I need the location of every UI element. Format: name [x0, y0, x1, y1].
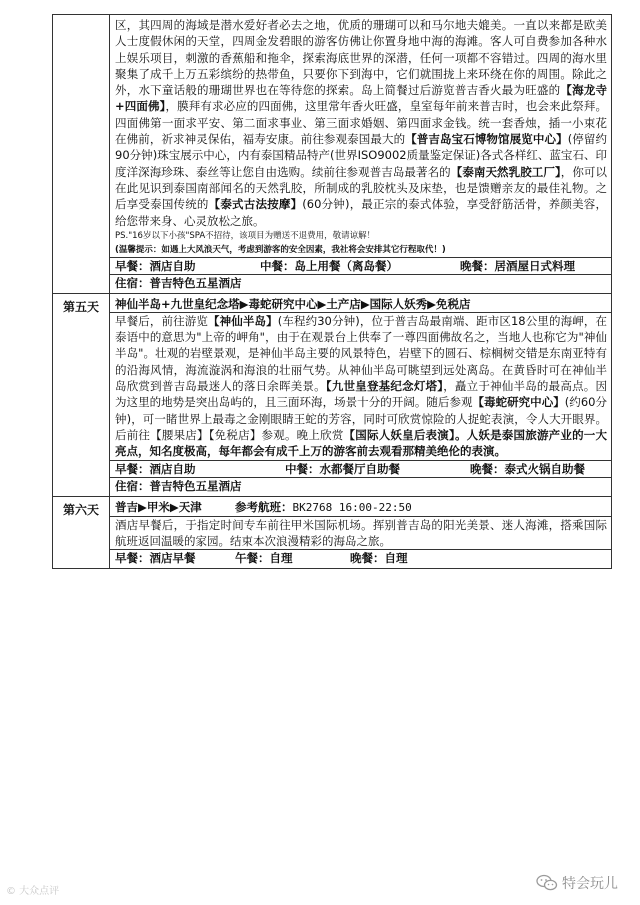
watermark-left: © 大众点评 — [6, 886, 60, 897]
day5-label: 第五天 — [53, 293, 110, 496]
day6-lunch: 午餐：自理 — [235, 551, 293, 566]
day4-lunch: 中餐：岛上用餐（离岛餐） — [260, 258, 398, 273]
flight-label: 参考航班： — [235, 499, 293, 514]
day6-route: 普吉▶甲米▶天津 参考航班：BK2768 16:00-22:50 — [115, 499, 412, 514]
watermark-text: 特会玩儿 — [562, 876, 618, 892]
day6-content — [110, 496, 612, 569]
day5-row — [53, 293, 612, 496]
day6-breakfast: 早餐：酒店早餐 — [115, 551, 196, 566]
watermark-right — [536, 873, 618, 893]
day5-description: 早餐后，前往游览【神仙半岛】(车程约30分钟)，位于普吉岛最南端、距市区18公里的海岬，在泰语中的意思为"上帝的岬角"，由于在观景台上供奉了一尊四面佛故名之，当地人也称它为"神仙半岛"。壮观的岩壁景观，是神仙半岛主要的风景特色，岩壁下的圆石、棕榈树交错是东南亚特有的沿海风情，海流漩涡和海浪的壮丽气势。从神仙半岛可眺望到远处离岛。在黄昏时可在神仙半岛欣赏到普吉岛最迷人的落日余晖美景。【九世皇登基纪念灯塔】，矗立于神仙半岛的最高点。因为这里的地势是突出岛屿的，且三面环海，场景十分的开阔。随后参观【毒蛇研究中心】(约60分钟)，可一睹世界上最毒之金刚眼睛王蛇的芳容，同时可欣赏惊险的人捉蛇表演，令人大开眼界。后前往【腰果店】【免税店】参观。晚上欣赏【国际人妖皇后表演】。人妖是泰国旅游产业的一大亮点，知名度极高，每年都会有成千上万的游客前去观看那精美绝伦的表演。 — [115, 313, 608, 459]
day4-breakfast: 早餐：酒店自助 — [115, 258, 196, 273]
day4-content — [110, 15, 612, 294]
day4-meals — [115, 258, 607, 274]
day5-meals — [115, 461, 607, 477]
day6-row — [53, 496, 612, 569]
flight-number: BK2768 16:00-22:50 — [292, 500, 412, 514]
day6-label: 第六天 — [53, 496, 110, 569]
day4-hotel: 住宿：普吉特色五星酒店 — [115, 275, 242, 290]
itinerary-table — [52, 14, 612, 569]
day4-warm-tip: (温馨提示：如遇上大风浪天气，考虑到游客的安全因素，我社将会安排其它行程取代！) — [115, 244, 446, 255]
day5-content — [110, 293, 612, 496]
itinerary-sheet — [52, 14, 612, 569]
day6-dinner: 晚餐：自理 — [350, 551, 408, 566]
day4-description: 区，其四周的海域是潜水爱好者必去之地，优质的珊瑚可以和马尔地夫媲美。一直以来都是欧美人士度假休闲的天堂，四周金发碧眼的游客仿佛让你置身地中海的海滩。客人可自费参加各种水上娱乐项目，刺激的香蕉船和拖伞，探索海底世界的深潜，任何一项都不容错过。四周的海水里聚集了成千上万五彩缤纷的热带鱼，只要你下到海中，它们就围拢上来环绕在你的周围。除此之外，水下童话般的珊瑚世界也在等待您的探索。岛上简餐过后游览普吉香火最为旺盛的【海龙寺+四面佛】，膜拜有求必应的四面佛，这里常年香火旺盛，皇室每年前来普吉时，也会来此祭拜。四面佛第一面求平安、第二面求事业、第三面求婚姻、第四面求金钱。统一套香烛，插一小束花在佛前，祈求神灵保佑，福寿安康。前往参观泰国最大的【普吉岛宝石博物馆展览中心】(停留约90分钟)珠宝展示中心，内有泰国精品特产(世界ISO9002质量鉴定保证)各式各样红、蓝宝石、印度洋深海珍珠、泰丝等让您自由选购。续前往参观普吉岛最著名的【泰南天然乳胶工厂】，你可以在此见识到泰国南部闻名的天然乳胶，所制成的乳胶枕头及床垫，也是馈赠亲友的最佳礼物。之后享受泰国传统的【泰式古法按摩】(60分钟)，最正宗的泰式体验，享受舒筋活骨，养颜美容，给您带来身、心灵放松之旅。 — [115, 18, 608, 228]
day5-route: 神仙半岛+九世皇纪念塔▶毒蛇研究中心▶土产店▶国际人妖秀▶免税店 — [115, 296, 471, 311]
day5-dinner: 晚餐：泰式火锅自助餐 — [470, 461, 585, 476]
day6-meals — [115, 550, 607, 566]
day5-breakfast: 早餐：酒店自助 — [115, 461, 196, 476]
day5-lunch: 中餐：水都餐厅自助餐 — [285, 461, 400, 476]
day6-description: 酒店早餐后，于指定时间专车前往甲米国际机场。挥别普吉岛的阳光美景、迷人海滩，搭乘国际航班返回温暖的家园。结束本次浪漫精彩的海岛之旅。 — [115, 517, 607, 548]
day4-ps-note: PS."16岁以下小孩"SPA不招待，该项目为赠送不退费用，敬请谅解！ — [115, 230, 376, 241]
day4-dinner: 晚餐：居酒屋日式料理 — [460, 258, 575, 273]
wechat-icon — [536, 874, 558, 892]
day4-label-cell — [53, 15, 110, 294]
day4-row — [53, 15, 612, 294]
day5-hotel: 住宿：普吉特色五星酒店 — [115, 478, 242, 493]
